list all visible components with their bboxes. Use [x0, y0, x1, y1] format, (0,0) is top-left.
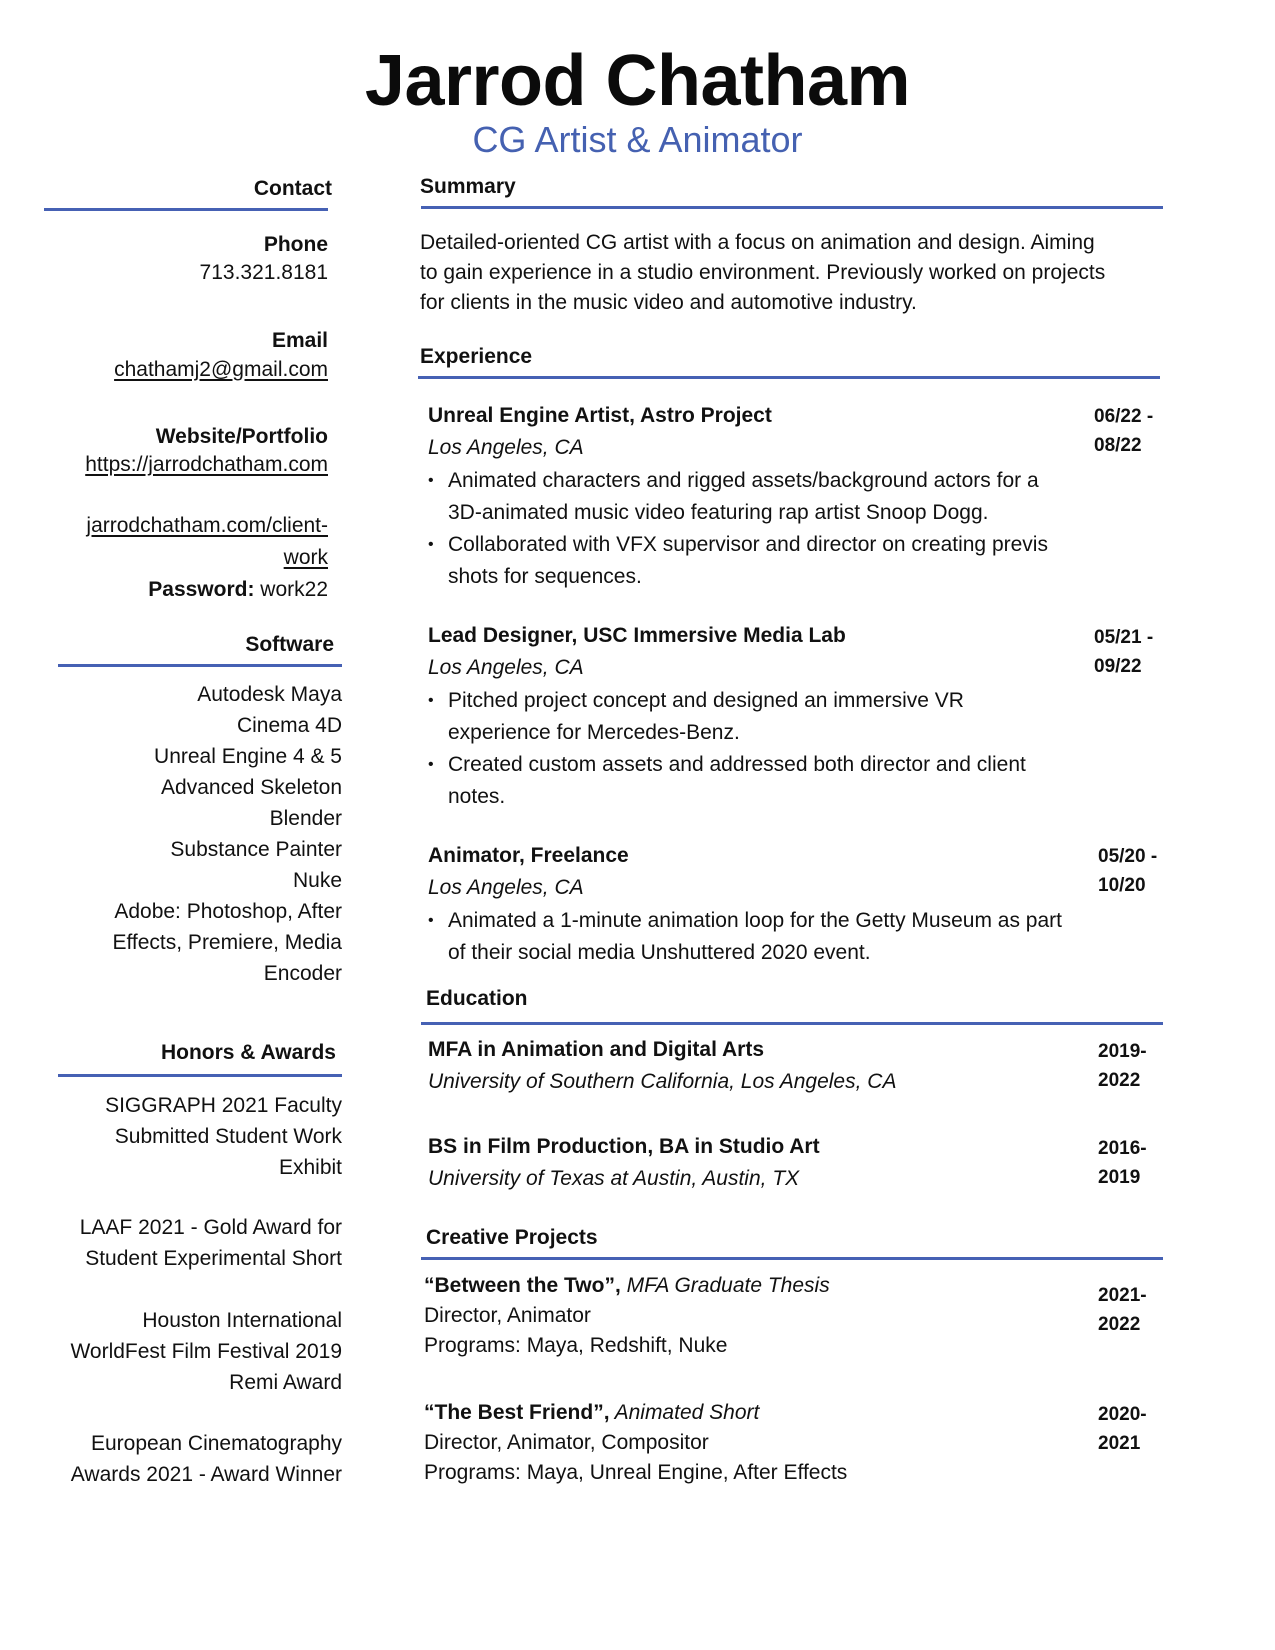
job-bullet: • Animated a 1-minute animation loop for the Getty Museum as part of their social media Unshuttered 2020 event. [428, 905, 1068, 969]
job-bullets [428, 905, 1068, 969]
project-title [424, 1398, 1084, 1428]
education-date [1098, 1037, 1147, 1095]
school-name: University of Southern California, Los Angeles, CA [428, 1070, 897, 1093]
award-line: Houston International [142, 1309, 342, 1332]
job-date-start: 06/22 - [1094, 406, 1154, 427]
software-heading: Software [245, 633, 334, 656]
job-bullet: • Pitched project concept and designed an immersive VR experience for Mercedes-Benz. [428, 685, 1068, 749]
award-line: Submitted Student Work [114, 1125, 342, 1148]
education-entry [428, 1132, 1088, 1196]
job-entry [428, 841, 1068, 969]
software-item: Adobe: Photoshop, After [114, 900, 342, 923]
award-line: LAAF 2021 - Gold Award for [79, 1216, 342, 1239]
experience-rule [418, 376, 1160, 379]
project-title [424, 1271, 1084, 1301]
projects-heading: Creative Projects [426, 1226, 598, 1249]
job-bullets [428, 465, 1068, 593]
summary-line: for clients in the music video and automotive industry. [420, 291, 917, 314]
project-name: “Between the Two”, [424, 1274, 621, 1297]
password-label: Password: [148, 578, 255, 601]
education-entry [428, 1035, 1088, 1099]
job-date-end: 10/20 [1098, 875, 1146, 896]
job-bullet: • Animated characters and rigged assets/background actors for a 3D-animated music video featuring rap artist Snoop Dogg. [428, 465, 1068, 529]
job-title: Unreal Engine Artist, Astro Project [428, 404, 772, 427]
job-title: Lead Designer, USC Immersive Media Lab [428, 624, 846, 647]
software-item: Effects, Premiere, Media [112, 931, 342, 954]
software-list [40, 679, 342, 989]
award-line: SIGGRAPH 2021 Faculty [105, 1094, 342, 1117]
software-item: Unreal Engine 4 & 5 [154, 745, 342, 768]
summary-text [420, 228, 1170, 318]
client-work-link-line1: jarrodchatham.com/client- [86, 514, 328, 537]
client-work-link-wrap [40, 510, 328, 574]
projects-rule [421, 1257, 1163, 1260]
job-date [1098, 842, 1157, 900]
education-date-start: 2016- [1098, 1138, 1147, 1159]
password-line [40, 574, 328, 606]
project-date-start: 2020- [1098, 1404, 1147, 1425]
software-item: Nuke [292, 869, 342, 892]
job-location: Los Angeles, CA [428, 656, 584, 679]
software-item: Blender [269, 807, 342, 830]
summary-heading: Summary [420, 175, 516, 198]
project-role: Director, Animator [424, 1304, 591, 1327]
job-date [1094, 623, 1153, 681]
honors-heading: Honors & Awards [160, 1041, 336, 1064]
degree-name: BS in Film Production, BA in Studio Art [428, 1135, 820, 1158]
summary-line: to gain experience in a studio environment. Previously worked on projects [420, 261, 1106, 284]
website-link[interactable]: https://jarrodchatham.com [85, 453, 328, 476]
job-entry [428, 621, 1068, 813]
award-laaf [30, 1212, 342, 1274]
password-value: work22 [254, 578, 328, 601]
job-date-end: 08/22 [1094, 435, 1142, 456]
project-date [1098, 1400, 1147, 1458]
project-programs: Programs: Maya, Redshift, Nuke [424, 1334, 728, 1357]
project-name: “The Best Friend”, [424, 1401, 610, 1424]
software-item: Substance Painter [170, 838, 342, 861]
website-link-wrap [40, 449, 328, 481]
software-item: Encoder [263, 962, 342, 985]
software-item: Autodesk Maya [197, 683, 342, 706]
award-line: European Cinematography [91, 1432, 342, 1455]
phone-label: Phone [263, 233, 328, 256]
education-date-start: 2019- [1098, 1041, 1147, 1062]
job-date-start: 05/21 - [1094, 627, 1154, 648]
job-bullets [428, 685, 1068, 813]
award-line: Remi Award [229, 1371, 342, 1394]
project-type: MFA Graduate Thesis [620, 1274, 830, 1297]
project-date-end: 2021 [1098, 1433, 1141, 1454]
job-date-start: 05/20 - [1098, 846, 1158, 867]
resume-name: Jarrod Chatham [364, 41, 911, 121]
resume-title: CG Artist & Animator [472, 119, 803, 160]
software-rule [58, 664, 342, 667]
award-siggraph [30, 1090, 342, 1183]
job-location: Los Angeles, CA [428, 436, 584, 459]
contact-heading: Contact [253, 177, 332, 200]
project-date-end: 2022 [1098, 1314, 1141, 1335]
school-name: University of Texas at Austin, Austin, TX [428, 1167, 800, 1190]
award-line: Student Experimental Short [85, 1247, 342, 1270]
education-rule [421, 1022, 1163, 1025]
award-european [30, 1428, 342, 1490]
honors-rule [58, 1074, 342, 1077]
job-date [1094, 402, 1153, 460]
email-link[interactable]: chathamj2@gmail.com [114, 358, 328, 381]
experience-heading: Experience [420, 345, 533, 368]
project-date-start: 2021- [1098, 1285, 1147, 1306]
client-work-link-line2: work [283, 546, 328, 569]
degree-name: MFA in Animation and Digital Arts [428, 1038, 764, 1061]
project-programs: Programs: Maya, Unreal Engine, After Effects [424, 1461, 848, 1484]
job-location: Los Angeles, CA [428, 876, 584, 899]
award-line: Exhibit [278, 1156, 342, 1179]
education-date-end: 2022 [1098, 1070, 1141, 1091]
project-role: Director, Animator, Compositor [424, 1431, 709, 1454]
project-entry [424, 1271, 1084, 1361]
education-date [1098, 1134, 1147, 1192]
award-worldfest [30, 1305, 342, 1398]
email-label: Email [271, 329, 328, 352]
award-line: WorldFest Film Festival 2019 [70, 1340, 342, 1363]
phone-value: 713.321.8181 [199, 261, 328, 284]
award-line: Awards 2021 - Award Winner [70, 1463, 342, 1486]
software-item: Advanced Skeleton [161, 776, 342, 799]
software-item: Cinema 4D [236, 714, 342, 737]
project-entry [424, 1398, 1084, 1488]
client-work-link[interactable] [86, 514, 328, 569]
job-date-end: 09/22 [1094, 656, 1142, 677]
project-type: Animated Short [609, 1401, 760, 1424]
contact-rule [44, 208, 328, 211]
summary-line: Detailed-oriented CG artist with a focus on animation and design. Aiming [420, 231, 1095, 254]
email-link-wrap [40, 354, 328, 386]
job-entry [428, 401, 1068, 593]
project-date [1098, 1281, 1147, 1339]
job-title: Animator, Freelance [428, 844, 629, 867]
education-date-end: 2019 [1098, 1167, 1141, 1188]
website-label: Website/Portfolio [155, 425, 328, 448]
job-bullet: • Collaborated with VFX supervisor and director on creating previs shots for sequences. [428, 529, 1068, 593]
education-heading: Education [426, 987, 528, 1010]
job-bullet: • Created custom assets and addressed both director and client notes. [428, 749, 1068, 813]
summary-rule [421, 206, 1163, 209]
